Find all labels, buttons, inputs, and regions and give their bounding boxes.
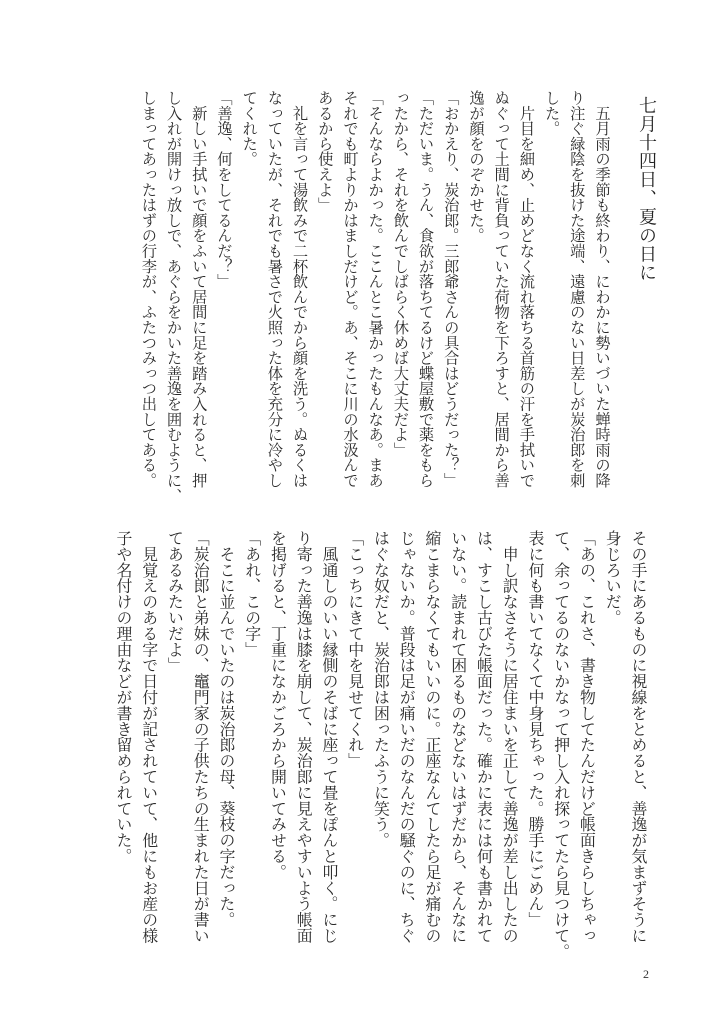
text-column: 「ただいま。うん、食欲が落ちてるけど蝶屋敷で薬をもら <box>416 90 435 488</box>
text-column: を掲げると、丁重になかごろから開いてみせる。 <box>268 530 288 880</box>
page-number: 2 <box>643 967 649 981</box>
text-column: 表に何も書いてなくて中身見ちゃった。勝手にごめん」 <box>526 530 545 928</box>
text-column: いない。読まれて困るものなどないはずだから、そんなに <box>448 530 468 944</box>
text-column: 縮こまらなくてもいいのに。正座なんてしたら足が痛むの <box>423 530 442 944</box>
text-column: ったから、それを飲んでしばらく休めば大丈夫だよ」 <box>391 90 410 458</box>
text-column: 「あれ、この字」 <box>242 530 262 658</box>
text-column: その手にあるものに視線をとめると、善逸が気まずそうに <box>629 530 648 944</box>
text-column: は、すこし古びた帳面だった。確かに表には何も書かれて <box>474 530 494 944</box>
text-column: 「善逸、何をしてるんだ？」 <box>214 90 233 289</box>
text-column: した。 <box>542 90 561 136</box>
text-column: 風通しのいい縁側のそばに座って畳をぽんと叩く。にじ <box>320 530 339 944</box>
text-column: 「おかえり、炭治郎。三郎爺さんの具合はどうだった？」 <box>441 90 460 488</box>
text-column: あるから使えよ」 <box>315 90 334 213</box>
text-column: 逸が顔をのぞかせた。 <box>466 90 485 243</box>
text-column: はぐな奴だと、炭治郎は困ったふうに笑う。 <box>371 530 391 848</box>
text-column: なっていたが、それでも暑さで火照った体を充分に冷やし <box>265 90 284 488</box>
text-column: てくれた。 <box>240 90 259 167</box>
text-column: 新しい手拭いで顔をふいて居間に足を踏み入れると、押 <box>189 90 208 488</box>
text-column: り注ぐ緑陰を抜けた途端、遠慮のない日差しが炭治郎を刺 <box>567 90 586 488</box>
text-block-bottom <box>110 530 651 960</box>
text-column: じゃないか。普段は足が痛いだのなんだの騒ぐのに、ちぐ <box>397 530 417 944</box>
text-column: 申し訳なさそうに居住まいを正して善逸が差し出したの <box>500 530 520 944</box>
text-column: そこに並んでいたのは炭治郎の母、葵枝の字だった。 <box>217 530 236 928</box>
text-column: て、余ってるのないかなって押し入れ探ってたら見つけて。 <box>551 530 571 960</box>
text-column: 「あの、これさ、書き物してたんだけど帳面きらしちゃっ <box>577 530 597 944</box>
text-column: し入れが開けっ放しで、あぐらをかいた善逸を囲むように、 <box>164 90 183 504</box>
text-column: 見覚えのある字で日付が記されていて、他にもお産の様 <box>139 530 159 944</box>
text-column: 片目を細め、止めどなく流れ落ちる首筋の汗を手拭いで <box>517 90 536 488</box>
text-column: ぬぐって土間に背負っていた荷物を下ろすと、居間から善 <box>492 90 511 488</box>
text-column: それでも町よりかはましだけど。あ、そこに川の水汲んで <box>340 90 359 488</box>
text-block-top <box>110 90 614 504</box>
text-column: 「そんならよかった。ここんとこ暑かったもんなあ。まあ <box>366 90 385 488</box>
text-column: てあるみたいだよ」 <box>165 530 185 674</box>
text-column: 礼を言って湯飲みで二杯飲んでから顔を洗う。ぬるくは <box>290 90 309 488</box>
text-column: 五月雨の季節も終わり、にわかに勢いづいた蝉時雨の降 <box>593 90 611 488</box>
text-column: 「炭治郎と弟妹の、竈門家の子供たちの生まれた日が書い <box>191 530 211 944</box>
text-column: 子や名付けの理由などが書き留められていた。 <box>114 530 133 864</box>
chapter-title: 七月十四日、夏の日に <box>636 96 657 282</box>
text-column: しまってあったはずの行李が、ふたつみっつ出してある。 <box>139 90 158 488</box>
text-column: 身じろいだ。 <box>603 530 623 626</box>
text-column: り寄った善逸は膝を崩して、炭治郎に見えやすいよう帳面 <box>294 530 314 944</box>
text-column: 「こっちにきて中を見せてくれ」 <box>345 530 365 769</box>
